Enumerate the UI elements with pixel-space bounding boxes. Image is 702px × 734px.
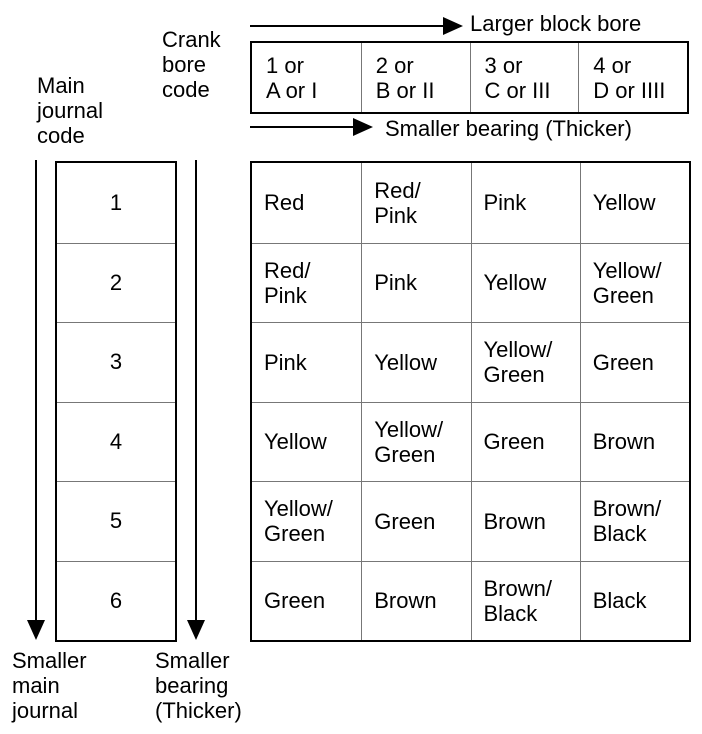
bearing-color-cell: Green [580, 322, 689, 402]
smaller-main-journal-label: Smaller main journal [12, 648, 87, 723]
bearing-color-cell: Yellow [252, 402, 361, 482]
bearing-color-cell: Green [252, 561, 361, 641]
crank-bore-code-cell: 3 or C or III [470, 43, 579, 112]
bearing-color-cell: Brown [580, 402, 689, 482]
bearing-color-cell: Red/ Pink [361, 163, 470, 243]
bearing-color-cell: Pink [361, 243, 470, 323]
bearing-color-cell: Red [264, 190, 305, 216]
bearing-color-cell: Black [580, 561, 689, 641]
crank-bore-code-label: Crank bore code [162, 27, 221, 102]
bearing-color-cell: Pink [471, 163, 580, 243]
main-journal-code-cell: 3 [57, 322, 175, 402]
crank-bore-code-table [250, 41, 689, 114]
main-journal-code-cell: 1 [109, 189, 123, 215]
smaller-bearing-top-arrow [250, 118, 373, 136]
bearing-color-cell: Yellow [471, 243, 580, 323]
bearing-color-cell: Green [471, 402, 580, 482]
main-journal-code-cell: 2 [57, 243, 175, 323]
main-journal-code-cell: 6 [57, 561, 175, 641]
bearing-color-cell: Brown/ Black [580, 481, 689, 561]
bearing-color-cell: Green [361, 481, 470, 561]
larger-block-bore-label: Larger block bore [470, 11, 642, 36]
smaller-bearing-top-label: Smaller bearing (Thicker) [385, 116, 632, 141]
bearing-color-cell: Brown [361, 561, 470, 641]
larger-block-bore-arrow [250, 17, 463, 35]
bearing-color-cell: Yellow/ Green [361, 402, 470, 482]
crank-bore-code-cell: 2 or B or II [361, 43, 470, 112]
bearing-color-cell: Yellow [580, 163, 689, 243]
smaller-bearing-bottom-label: Smaller bearing (Thicker) [155, 648, 242, 723]
bearing-color-cell: Yellow [361, 322, 470, 402]
bearing-color-cell: Yellow/ Green [471, 322, 580, 402]
smaller-main-journal-arrow [27, 160, 45, 640]
main-journal-code-label: Main journal code [37, 73, 104, 148]
bearing-color-cell: Red/ Pink [252, 243, 361, 323]
bearing-color-cell: Yellow/ Green [580, 243, 689, 323]
main-journal-code-cell: 4 [57, 402, 175, 482]
main-journal-code-column [55, 161, 177, 642]
bearing-color-cell: Pink [252, 322, 361, 402]
crank-bore-code-cell: 4 or D or IIII [578, 43, 687, 112]
bearing-color-matrix [250, 161, 691, 642]
main-journal-code-cell: 5 [57, 481, 175, 561]
smaller-bearing-bottom-arrow [187, 160, 205, 640]
bearing-color-cell: Brown/ Black [471, 561, 580, 641]
crank-bore-code-cell: 1 or A or I [266, 53, 318, 103]
bearing-color-cell: Yellow/ Green [252, 481, 361, 561]
bearing-color-cell: Brown [471, 481, 580, 561]
